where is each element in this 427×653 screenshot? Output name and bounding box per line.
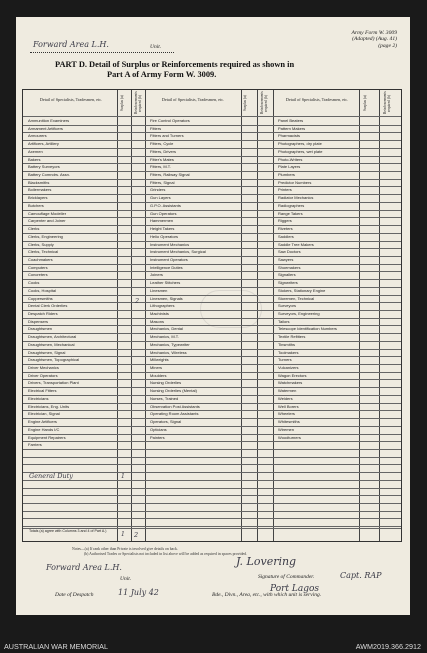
trade-label: Signallers <box>278 272 296 278</box>
trade-label: Fire Control Operators <box>150 118 190 123</box>
trade-label: Draughtsmen, Mechanical <box>28 341 75 347</box>
row-divider <box>23 403 401 404</box>
trade-label: Wheelers <box>278 411 295 417</box>
row-divider <box>23 488 401 489</box>
notes-line1: Notes—(a) If rank other than Private is involved give details on back. <box>72 547 178 551</box>
trade-label: Fitters, Cycle <box>150 141 174 147</box>
row-divider <box>23 449 401 450</box>
trade-label: Riggers <box>278 218 292 224</box>
col1-surplus-header: Surplus (a) <box>120 95 124 111</box>
trade-label: Instrument Mechanics, Surgical <box>150 249 206 255</box>
trade-label: Photo-Writers <box>278 156 303 162</box>
trade-label: Fitters, Drivers <box>150 148 176 154</box>
row-divider <box>23 156 401 157</box>
trade-label: Well Borers <box>278 403 299 409</box>
trade-label: Plumbers <box>278 172 295 178</box>
row-divider <box>23 264 401 265</box>
trade-label: Wiremen <box>278 426 295 432</box>
trade-label: Photographers, wet plate <box>278 148 323 154</box>
row-divider <box>23 148 401 149</box>
trade-label: Clerks, Technical <box>28 249 59 255</box>
trade-label: Operators, Signal <box>150 419 182 425</box>
unit-label-top: Unit. <box>150 44 162 50</box>
trade-label: Driver Operators <box>28 372 58 378</box>
row-divider <box>23 241 401 242</box>
row-divider <box>23 464 401 465</box>
trade-label: Riveters <box>278 226 293 232</box>
trade-label: Tinsmiths <box>278 341 295 347</box>
signature-label: Signature of Commander. <box>258 574 315 580</box>
row-divider <box>23 356 401 357</box>
col-divider <box>145 90 146 541</box>
row-divider <box>23 217 401 218</box>
trade-label: Stokers, Stationary Engine <box>278 287 326 293</box>
trade-label: Radiator Mechanics <box>278 195 314 201</box>
trade-label: Linesmen, Signals <box>150 295 183 301</box>
row-divider <box>23 194 401 195</box>
trade-label: Grinders <box>150 187 166 193</box>
trade-label: Ammunition Examiners <box>28 118 70 123</box>
notes <box>72 547 247 557</box>
handwritten-extra-row: General Duty <box>29 472 73 480</box>
trade-label: Saddlers <box>278 233 294 239</box>
trade-label: Instrument Operators <box>150 256 188 262</box>
trade-label: Saddle Tree Makers <box>278 241 314 247</box>
row-divider <box>23 271 401 272</box>
row-divider <box>23 125 401 126</box>
row-divider <box>23 480 401 481</box>
title-line2: Part A of Army Form W. 3009. <box>107 69 217 79</box>
trade-label: Despatch Riders <box>28 311 58 316</box>
trade-label: Electrical Fitters <box>28 388 57 394</box>
col3-detail-header: Detail of Specialists, Tradesmen, etc. <box>285 97 349 102</box>
trade-label: Millwrights <box>150 357 169 363</box>
row-divider <box>23 287 401 288</box>
row-divider <box>23 179 401 180</box>
row-divider <box>23 410 401 411</box>
trade-label: Surveyors, Engineering <box>278 311 320 316</box>
trade-label: Toolmakers <box>278 349 299 355</box>
trade-label: Electricians <box>28 395 49 401</box>
form-ref-line1: Army Form W. 3009 <box>351 30 397 36</box>
trade-label: Drivers, Transportation Plant <box>28 380 79 386</box>
trade-label: Mechanics, Dental <box>150 326 183 332</box>
col2-reinforcements-header: Reinforcements required (b) <box>260 91 268 114</box>
row-divider <box>23 387 401 388</box>
trade-label: Equipment Repairers <box>28 434 66 440</box>
trade-label: Draughtsmen, Signal <box>28 349 66 355</box>
trade-label: Fitters, Railway Signal <box>150 172 190 178</box>
handwritten-date: 11 July 42 <box>118 588 159 597</box>
trade-label: Watchmakers <box>278 380 303 386</box>
row-divider <box>23 426 401 427</box>
trade-label: Painters <box>150 434 165 440</box>
trade-label: Surveyors <box>278 303 297 309</box>
row-divider <box>23 457 401 458</box>
trade-label: Shoemakers <box>278 264 301 270</box>
trade-label: Telescope Identification Numbers <box>278 326 337 332</box>
row-divider <box>23 333 401 334</box>
trade-label: Draughtsmen, Topographical <box>28 357 80 363</box>
trade-label: Gun Layers <box>150 195 171 201</box>
trade-label: Engine Artificers <box>28 419 57 425</box>
trade-label: Camouflage Modeller <box>28 210 67 216</box>
form-reference <box>352 30 397 49</box>
notes-line2: (b) Authorised Trades or Specialists not included in list above will be added as required in spaces provided. <box>84 552 248 556</box>
row-divider <box>23 372 401 373</box>
trade-label: Height Takers <box>150 226 175 232</box>
row-divider <box>23 186 401 187</box>
trade-label: Pattern Makers <box>278 125 306 131</box>
bde-label: Bde., Divn., Area, etc., with which unit is serving. <box>212 592 322 598</box>
trade-label: Machinists <box>150 311 169 316</box>
footer-institution: AUSTRALIAN WAR MEMORIAL <box>4 642 108 651</box>
trade-label: Computers <box>28 264 48 270</box>
row-divider <box>23 225 401 226</box>
trade-label: Mechanics, Wireless <box>150 349 187 355</box>
trade-label: Dental Clerk Orderlies <box>28 303 68 309</box>
trade-label: G.P.O. Assistants <box>150 202 181 208</box>
row-divider <box>23 310 401 311</box>
row-divider <box>23 295 401 296</box>
trade-label: Masons <box>150 318 165 324</box>
col-divider <box>131 90 132 541</box>
col1-detail-header: Detail of Specialists, Tradesmen, etc. <box>39 97 103 102</box>
trade-label: Gun Operators <box>150 210 177 216</box>
handwritten-rank: Capt. RAP <box>340 571 382 580</box>
col2-detail-header: Detail of Specialists, Tradesmen, etc. <box>161 97 225 102</box>
trade-label: Mechanics, Typewriter <box>150 341 190 347</box>
row-divider <box>23 526 401 527</box>
trade-label: Turners <box>278 357 292 363</box>
handwritten-unit-bottom: Forward Area L.H. <box>46 563 122 572</box>
unit-underline <box>30 52 174 53</box>
col-divider <box>273 90 274 541</box>
trade-label: Instrument Mechanics <box>150 241 190 247</box>
trade-label: Fitters, Signal <box>150 179 175 185</box>
trade-label: Wagon Erectors <box>278 372 307 378</box>
row-divider <box>23 140 401 141</box>
trade-label: Mechanics, M.T. <box>150 334 179 340</box>
trade-label: Cooks, Hospital <box>28 287 57 293</box>
trade-label: Signwriters <box>278 280 298 286</box>
trade-label: Lithographers <box>150 303 175 309</box>
row-divider <box>23 202 401 203</box>
row-divider <box>23 132 401 133</box>
row-divider <box>23 472 401 473</box>
trade-label: Predictor Numbers <box>278 179 312 185</box>
row-divider <box>23 349 401 350</box>
trade-label: Draughtsmen <box>28 326 53 332</box>
col-divider <box>241 90 242 541</box>
trade-label: Sawyers <box>278 256 294 262</box>
trade-label: Boilermakers <box>28 187 52 193</box>
col-divider <box>359 90 360 541</box>
trade-label: Joiners <box>150 272 163 278</box>
trade-label: Opticians <box>150 426 167 432</box>
date-of-despatch-label: Date of Despatch <box>55 592 94 598</box>
row-divider <box>23 441 401 442</box>
row-divider <box>23 503 401 504</box>
trade-label: Nursing Orderlies (Mental) <box>150 388 197 394</box>
row-divider <box>23 395 401 396</box>
handwritten-signature: J. Lovering <box>236 555 297 568</box>
row-divider <box>23 434 401 435</box>
trade-label: Farriers <box>28 442 42 448</box>
trade-label: Welders <box>278 395 293 401</box>
trade-label: Watermen <box>278 388 297 394</box>
trade-label: Electrician, Signal <box>28 411 60 417</box>
page-title <box>55 60 375 79</box>
trade-label: Hammermen <box>150 218 174 224</box>
trade-label: Cooks <box>28 280 40 286</box>
trade-label: Leather Stitchers <box>150 280 181 286</box>
trade-label: Battery Comndrs. Assn. <box>28 172 71 178</box>
trade-label: Moulders <box>150 372 167 378</box>
col-divider <box>379 90 380 541</box>
footer-accession-number: AWM2019.366.2912 <box>355 642 421 651</box>
title-line1: PART D. Detail of Surplus or Reinforcements required as shown in <box>55 60 295 69</box>
trade-label: Coppersmiths <box>28 295 53 301</box>
row-divider <box>23 210 401 211</box>
trade-label: Coachmakers <box>28 256 53 262</box>
row-divider <box>23 248 401 249</box>
row-divider <box>23 171 401 172</box>
form-ref-line3: (page 2) <box>378 42 397 49</box>
trade-label: Clerks <box>28 226 40 232</box>
form-ref-line2: (Adapted) (Aug. 41) <box>352 36 397 43</box>
row-divider <box>23 302 401 303</box>
trade-label: Saw Doctors <box>278 249 301 255</box>
trade-label: Fitters, M.T. <box>150 164 171 170</box>
trade-label: Vulcanizers <box>278 365 299 371</box>
trade-label: Bakers <box>28 156 41 162</box>
trade-label: Clerks, Engineering <box>28 233 63 239</box>
row-divider <box>23 325 401 326</box>
row-divider <box>23 233 401 234</box>
col-divider <box>117 90 118 541</box>
trade-label: Carpenter and Joiner <box>28 218 66 224</box>
handwritten-unit-top: Forward Area L.H. <box>33 40 109 49</box>
row-divider <box>23 279 401 280</box>
trade-label: Fitters <box>150 125 162 131</box>
trade-label: Range Takers <box>278 210 303 216</box>
trade-label: Miners <box>150 365 163 371</box>
handwritten-place: Port Lagos <box>270 584 320 594</box>
handwritten-totals-value: 2 <box>134 531 139 539</box>
unit-label-bottom: Unit. <box>120 576 132 582</box>
handwritten-cooks-hospital-value: 2 <box>135 297 140 305</box>
row-divider <box>23 163 401 164</box>
trade-label: Clerks, Supply <box>28 241 54 247</box>
trade-label: Plate Layers <box>278 164 301 170</box>
trade-label: Artificers, Artillery <box>28 141 59 147</box>
trade-label: Nurses, Trained <box>150 395 179 401</box>
col-divider <box>257 90 258 541</box>
row-divider <box>23 318 401 319</box>
trade-label: Storemen, Technical <box>278 295 315 301</box>
trade-label: Draughtsmen, Architectural <box>28 334 77 340</box>
col3-surplus-header: Surplus (a) <box>363 95 367 111</box>
trade-label: Observation Post Assistants <box>150 403 200 409</box>
trade-label: Bricklayers <box>28 195 48 201</box>
handwritten-totals-surplus: 1 <box>121 531 125 538</box>
header-divider <box>23 116 401 117</box>
col3-reinforcements-header: Reinforcements required (b) <box>383 91 391 114</box>
trade-label: Photographers, dry plate <box>278 141 322 147</box>
row-divider <box>23 256 401 257</box>
row-divider <box>23 511 401 512</box>
col2-surplus-header: Surplus (a) <box>243 95 247 111</box>
trade-label: Whitesmiths <box>278 419 300 425</box>
trade-label: Pharmacists <box>278 133 301 139</box>
trade-label: Intelligence Duties <box>150 264 183 270</box>
row-divider <box>23 364 401 365</box>
trade-label: Nursing Orderlies <box>150 380 182 386</box>
trade-label: Helio Operators <box>150 233 179 239</box>
museum-footer <box>0 640 427 653</box>
row-divider <box>23 379 401 380</box>
trade-label: Battery Surveyors <box>28 164 60 170</box>
trade-label: Blacksmiths <box>28 179 50 185</box>
trades-table <box>22 89 402 542</box>
trade-label: Armament Artificers <box>28 125 63 131</box>
row-divider <box>23 495 401 496</box>
trade-label: Engine Hands I/C <box>28 426 60 432</box>
trade-label: Fitters and Turners <box>150 133 184 139</box>
totals-label: Totals (a) agree with Columns 3 and 4 of Part A.) <box>29 529 107 533</box>
trade-label: Concreters <box>28 272 48 278</box>
trade-label: Electricians, Eng. Units <box>28 403 70 409</box>
trade-label: Operating Room Assistants <box>150 411 199 417</box>
trade-label: Fitter's Mates <box>150 156 174 162</box>
trade-label: Axemen <box>28 148 43 154</box>
trade-label: Linesmen <box>150 287 168 293</box>
trade-label: Dispensers <box>28 318 49 324</box>
trade-label: Radiographers <box>278 202 305 208</box>
trade-label: Driver Mechanics <box>28 365 59 371</box>
trade-label: Tailors <box>278 318 290 324</box>
row-divider <box>23 341 401 342</box>
row-divider <box>23 418 401 419</box>
handwritten-extra-value: 1 <box>121 473 125 480</box>
trade-label: Panel Beaters <box>278 118 304 123</box>
row-divider <box>23 518 401 519</box>
trade-label: Butchers <box>28 202 44 208</box>
col1-reinforcements-header: Reinforcements required (b) <box>134 91 142 114</box>
trade-label: Woodturners <box>278 434 301 440</box>
trade-label: Armourers <box>28 133 47 139</box>
trade-label: Textile Refitters <box>278 334 306 340</box>
trade-label: Printers <box>278 187 292 193</box>
